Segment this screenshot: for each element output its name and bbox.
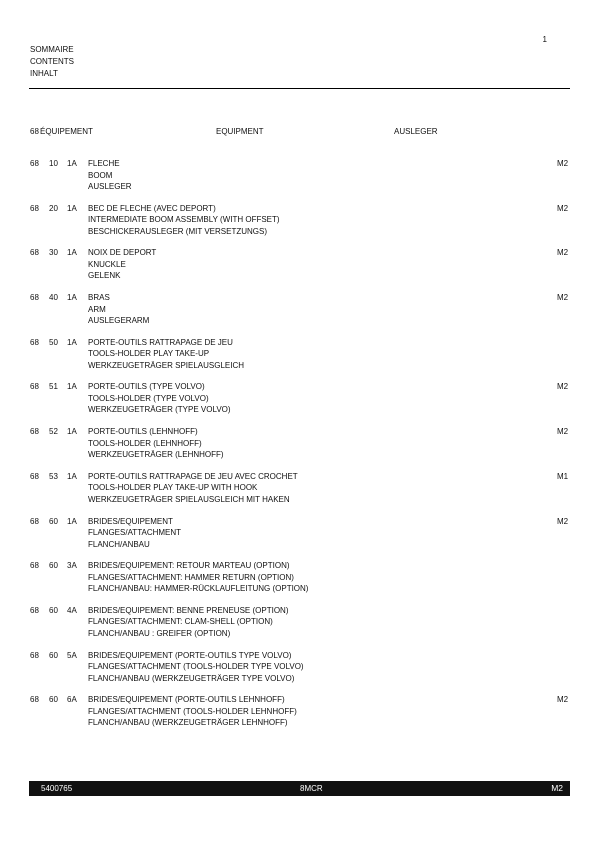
entry-revision-code: M1	[557, 471, 569, 481]
entry-title-fr: NOIX DE DEPORT	[88, 248, 157, 258]
toc-entry[interactable]	[0, 203, 595, 248]
entry-description	[88, 605, 288, 640]
entry-variant-code: 1A	[67, 382, 77, 392]
entry-variant-code: 1A	[67, 203, 77, 213]
entry-subgroup-number: 40	[49, 293, 58, 303]
toc-entry[interactable]	[0, 694, 595, 739]
entry-revision-code: M2	[557, 248, 569, 258]
entry-group-number: 68	[30, 561, 39, 571]
entry-variant-code: 3A	[67, 561, 77, 571]
toc-heading	[30, 44, 74, 80]
entry-revision-code: M2	[557, 159, 569, 168]
entry-title-de: FLANCH/ANBAU: HAMMER-RÜCKLAUFLEITUNG (OPTION)	[88, 584, 309, 594]
entry-description	[88, 381, 231, 416]
toc-entry[interactable]	[0, 292, 595, 337]
entry-group-number: 68	[30, 695, 39, 705]
entry-variant-code: 1A	[67, 337, 77, 347]
entry-title-de: FLANCH/ANBAU : GREIFER (OPTION)	[88, 628, 231, 638]
entry-subgroup-number: 52	[49, 427, 58, 437]
header-rule	[29, 88, 570, 89]
footer-document-number: 5400765	[41, 784, 73, 793]
entry-revision-code: M2	[557, 382, 569, 392]
toc-entry[interactable]	[0, 650, 595, 695]
toc-entry[interactable]	[0, 158, 595, 203]
entry-subgroup-number: 10	[49, 159, 58, 168]
entry-title-en: FLANGES/ATTACHMENT	[88, 528, 182, 537]
entry-group-number: 68	[30, 159, 39, 168]
entry-description	[88, 292, 149, 327]
entry-group-number: 68	[30, 337, 39, 347]
entry-variant-code: 1A	[67, 293, 77, 303]
entry-description	[88, 471, 298, 506]
entry-title-de: FLANCH/ANBAU	[88, 539, 150, 549]
entry-revision-code: M2	[557, 427, 569, 437]
entry-title-en: TOOLS-HOLDER PLAY TAKE-UP	[88, 349, 210, 359]
toc-entry[interactable]	[0, 381, 595, 426]
toc-heading-en: CONTENTS	[30, 57, 74, 66]
entry-group-number: 68	[30, 427, 39, 437]
entry-revision-code: M2	[557, 516, 569, 526]
entry-subgroup-number: 30	[49, 248, 58, 258]
entry-title-fr: BRIDES/EQUIPEMENT: RETOUR MARTEAU (OPTION)	[88, 561, 290, 571]
entry-title-de: WERKZEUGETRÄGER SPIELAUSGLEICH MIT HAKEN	[88, 494, 290, 504]
entry-description	[88, 203, 280, 238]
toc-entry[interactable]	[0, 426, 595, 471]
entry-subgroup-number: 50	[49, 337, 58, 347]
entry-title-en: FLANGES/ATTACHMENT: CLAM-SHELL (OPTION)	[88, 617, 273, 627]
entry-group-number: 68	[30, 382, 39, 392]
entry-group-number: 68	[30, 605, 39, 615]
section-title-fr: ÉQUIPEMENT	[40, 127, 93, 136]
footer-model-code: 8MCR	[300, 784, 323, 793]
entry-title-fr: PORTE-OUTILS (TYPE VOLVO)	[88, 382, 205, 392]
toc-heading-de: INHALT	[30, 69, 58, 78]
entry-revision-code: M2	[557, 695, 569, 705]
entry-description	[88, 158, 132, 193]
entry-title-en: FLANGES/ATTACHMENT (TOOLS-HOLDER TYPE VOLVO)	[88, 662, 304, 672]
entry-subgroup-number: 60	[49, 695, 58, 705]
toc-entry[interactable]	[0, 560, 595, 605]
entry-variant-code: 4A	[67, 605, 77, 615]
entry-title-en: TOOLS-HOLDER (LEHNHOFF)	[88, 438, 202, 448]
entry-title-fr: PORTE-OUTILS RATTRAPAGE DE JEU	[88, 337, 233, 347]
entry-description	[88, 694, 297, 729]
entry-title-fr: BRIDES/EQUIPEMENT (PORTE-OUTILS TYPE VOLVO)	[88, 650, 292, 660]
footer-revision-code: M2	[551, 783, 563, 793]
entry-title-de: FLANCH/ANBAU (WERKZEUGETRÄGER TYPE VOLVO)	[88, 673, 295, 683]
toc-entry[interactable]	[0, 471, 595, 516]
entry-title-en: TOOLS-HOLDER PLAY TAKE-UP WITH HOOK	[88, 483, 258, 493]
entry-group-number: 68	[30, 516, 39, 526]
footer-bar	[29, 781, 570, 796]
section-title-de: AUSLEGER	[394, 127, 438, 136]
entry-subgroup-number: 51	[49, 382, 58, 392]
toc-entry-list	[0, 158, 595, 739]
entry-revision-code: M2	[557, 293, 569, 303]
toc-entry[interactable]	[0, 516, 595, 561]
section-number: 68	[30, 127, 39, 136]
entry-title-de: WERKZEUGETRÄGER SPIELAUSGLEICH	[88, 360, 245, 370]
entry-variant-code: 1A	[67, 516, 77, 526]
entry-title-fr: BRIDES/EQUIPEMENT: BENNE PRENEUSE (OPTION)	[88, 605, 289, 615]
entry-subgroup-number: 53	[49, 471, 58, 481]
entry-title-de: BESCHICKERAUSLEGER (MIT VERSETZUNGS)	[88, 226, 267, 236]
entry-subgroup-number: 60	[49, 561, 58, 571]
entry-description	[88, 247, 156, 282]
entry-title-de: FLANCH/ANBAU (WERKZEUGETRÄGER LEHNHOFF)	[88, 718, 288, 728]
entry-title-fr: BRIDES/EQUIPEMENT	[88, 516, 173, 526]
entry-description	[88, 426, 224, 461]
entry-description	[88, 650, 304, 685]
entry-variant-code: 1A	[67, 159, 77, 168]
toc-entry[interactable]	[0, 247, 595, 292]
section-title-en: EQUIPMENT	[216, 127, 264, 136]
entry-group-number: 68	[30, 203, 39, 213]
entry-title-de: AUSLEGER	[88, 182, 132, 191]
entry-title-en: FLANGES/ATTACHMENT: HAMMER RETURN (OPTION)	[88, 572, 294, 582]
entry-group-number: 68	[30, 293, 39, 303]
entry-title-de: AUSLEGERARM	[88, 316, 150, 326]
entry-title-fr: PORTE-OUTILS (LEHNHOFF)	[88, 427, 198, 437]
entry-variant-code: 1A	[67, 471, 77, 481]
entry-title-en: BOOM	[88, 170, 113, 180]
entry-title-fr: FLECHE	[88, 159, 120, 168]
entry-description	[88, 516, 181, 551]
entry-title-fr: BEC DE FLECHE (AVEC DEPORT)	[88, 203, 216, 213]
entry-title-fr: BRAS	[88, 293, 110, 303]
entry-revision-code: M2	[557, 203, 569, 213]
entry-description	[88, 560, 308, 595]
toc-heading-fr: SOMMAIRE	[30, 45, 74, 54]
entry-title-fr: BRIDES/EQUIPEMENT (PORTE-OUTILS LEHNHOFF)	[88, 695, 285, 705]
entry-group-number: 68	[30, 248, 39, 258]
toc-entry[interactable]	[0, 605, 595, 650]
entry-subgroup-number: 60	[49, 605, 58, 615]
entry-title-fr: PORTE-OUTILS RATTRAPAGE DE JEU AVEC CROCHET	[88, 471, 298, 481]
toc-entry[interactable]	[0, 337, 595, 382]
entry-subgroup-number: 60	[49, 516, 58, 526]
entry-variant-code: 1A	[67, 427, 77, 437]
entry-title-en: TOOLS-HOLDER (TYPE VOLVO)	[88, 393, 209, 403]
entry-description	[88, 337, 244, 372]
entry-title-de: WERKZEUGETRÄGER (LEHNHOFF)	[88, 450, 224, 460]
entry-group-number: 68	[30, 471, 39, 481]
entry-group-number: 68	[30, 650, 39, 660]
entry-title-de: GELENK	[88, 271, 121, 281]
entry-variant-code: 6A	[67, 695, 77, 705]
entry-title-en: ARM	[88, 304, 106, 314]
entry-subgroup-number: 20	[49, 203, 58, 213]
entry-title-en: FLANGES/ATTACHMENT (TOOLS-HOLDER LEHNHOFF)	[88, 706, 297, 716]
entry-title-en: KNUCKLE	[88, 259, 126, 269]
entry-variant-code: 1A	[67, 248, 77, 258]
entry-title-de: WERKZEUGETRÄGER (TYPE VOLVO)	[88, 405, 231, 415]
entry-subgroup-number: 60	[49, 650, 58, 660]
entry-variant-code: 5A	[67, 650, 77, 660]
entry-title-en: INTERMEDIATE BOOM ASSEMBLY (WITH OFFSET)	[88, 215, 280, 225]
page-number: 1	[542, 35, 547, 44]
